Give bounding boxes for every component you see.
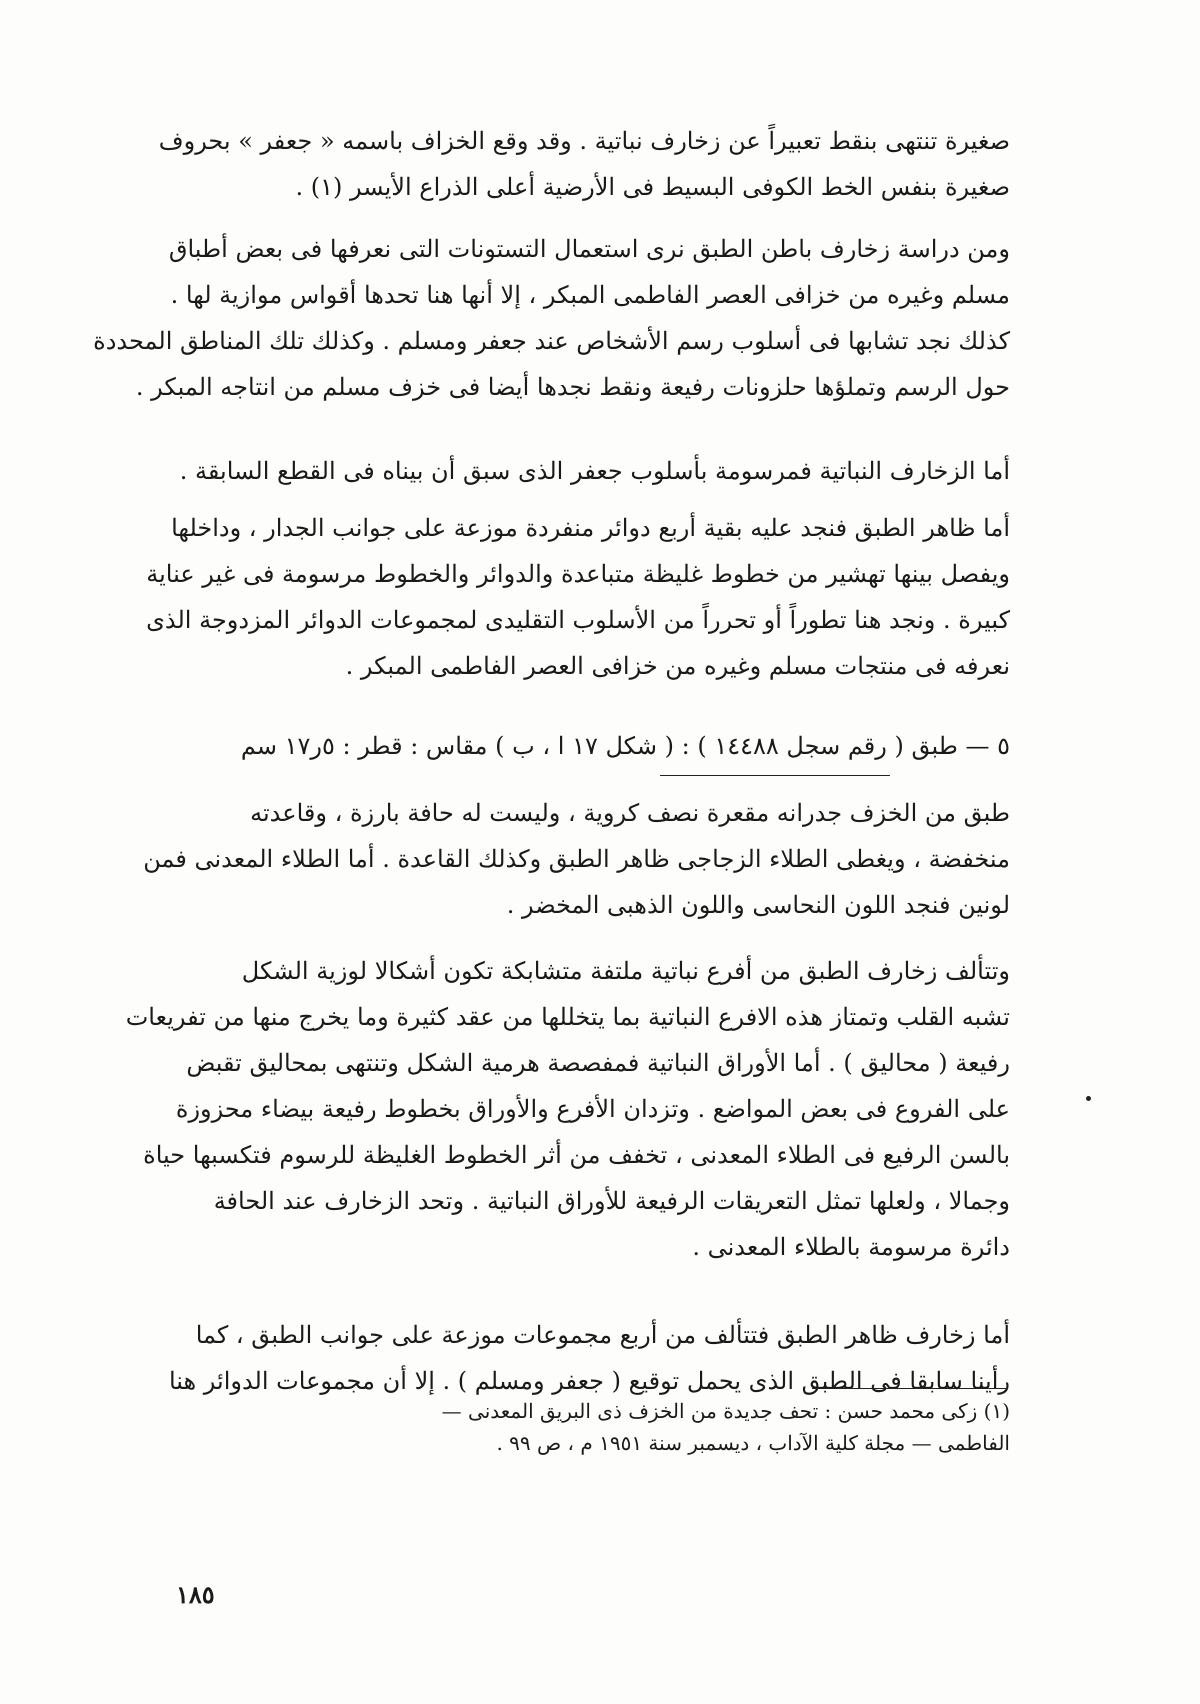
heading-underline [660,775,890,776]
text-line: على الفروع فى بعض المواضع . وتزدان الأفرع والأوراق بخطوط رفيعة بيضاء محزوزة [175,1095,1010,1123]
section-heading [192,723,1010,769]
text-line: ومن دراسة زخارف باطن الطبق نرى استعمال التستونات التى نعرفها فى بعض أطباق [168,235,1010,263]
text-line: وتتألف زخارف الطبق من أفرع نباتية ملتفة متشابكة تكون أشكالا لوزية الشكل [241,957,1010,985]
footnote-rule [812,1388,1008,1389]
text-line: بالسن الرفيع فى الطلاء المعدنى ، تخفف من أثر الخطوط الغليظة للرسوم فتكسبها حياة [143,1141,1010,1169]
text-line: كبيرة . ونجد هنا تطوراً أو تحرراً من الأسلوب التقليدى لمجموعات الدوائر المزدوجة الذى [146,606,1010,634]
text-line: رأينا سابقا فى الطبق الذى يحمل توقيع ( جعفر ومسلم ) . إلا أن مجموعات الدوائر هنا [168,1367,1010,1395]
heading-line: ٥ — طبق ( رقم سجل ١٤٤٨٨ ) : ( شكل ١٧ ا ، ب ) مقاس : قطر : ٥ر١٧ سم [240,732,1010,760]
text-line: منخفضة ، ويغطى الطلاء الزجاجى ظاهر الطبق وكذلك القاعدة . أما الطلاء المعدنى فمن [143,845,1010,873]
text-line: طبق من الخزف جدرانه مقعرة نصف كروية ، وليست له حافة بارزة ، وقاعدته [250,799,1010,827]
text-line: تشبه القلب وتمتاز هذه الافرع النباتية بما يتخللها من عقد كثيرة وما يخرج منها من تفريعات [125,1003,1010,1031]
page-number: ١٨٥ [176,1580,215,1609]
footnote-line: (١) زكى محمد حسن : تحف جديدة من الخزف ذى البريق المعدنى — [441,1399,1010,1423]
ink-speck [1086,1096,1091,1101]
text-line: أما زخارف ظاهر الطبق فتتألف من أربع مجموعات موزعة على جوانب الطبق ، كما [195,1321,1010,1349]
paragraph-6 [125,948,1010,1270]
paragraph-5 [143,790,1010,928]
text-line: مسلم وغيره من خزافى العصر الفاطمى المبكر ، إلا أنها هنا تحدها أقواس موازية لها . [170,281,1010,309]
paragraph-4 [146,505,1010,689]
paragraph-3 [179,448,1010,494]
text-line: وجمالا ، ولعلها تمثل التعريقات الرفيعة للأوراق النباتية . وتحد الزخارف عند الحافة [213,1187,1010,1215]
text-line: أما ظاهر الطبق فنجد عليه بقية أربع دوائر منفردة موزعة على جوانب الجدار ، وداخلها [171,514,1010,542]
text-line: حول الرسم وتملؤها حلزونات رفيعة ونقط نجدها أيضا فى خزف مسلم من انتاجه المبكر . [135,373,1010,401]
text-line: كذلك نجد تشابها فى أسلوب رسم الأشخاص عند جعفر ومسلم . وكذلك تلك المناطق المحددة [93,327,1010,355]
text-line: نعرفه فى منتجات مسلم وغيره من خزافى العصر الفاطمى المبكر . [345,652,1010,680]
text-line: لونين فنجد اللون النحاسى واللون الذهبى المخضر . [506,891,1010,919]
text-line: صغيرة تنتهى بنقط تعبيراً عن زخارف نباتية . وقد وقع الخزاف باسمه « جعفر » بحروف [158,127,1010,155]
text-line: دائرة مرسومة بالطلاء المعدنى . [692,1233,1010,1261]
paragraph-top [158,118,1010,210]
text-line: صغيرة بنفس الخط الكوفى البسيط فى الأرضية أعلى الذراع الأيسر (١) . [295,173,1010,201]
paragraph-7 [168,1312,1010,1404]
paragraph-2 [93,226,1010,410]
text-line: أما الزخارف النباتية فمرسومة بأسلوب جعفر الذى سبق أن بيناه فى القطع السابقة . [179,457,1010,485]
text-line: رفيعة ( محاليق ) . أما الأوراق النباتية فمفصصة هرمية الشكل وتنتهى بمحاليق تقبض [186,1049,1010,1077]
footnote-line: الفاطمى — مجلة كلية الآداب ، ديسمبر سنة ١٩٥١ م ، ص ٩٩ . [496,1431,1010,1455]
footnote [192,1395,1010,1459]
text-line: ويفصل بينها تهشير من خطوط غليظة متباعدة والدوائر والخطوط مرسومة فى غير عناية [146,560,1010,588]
